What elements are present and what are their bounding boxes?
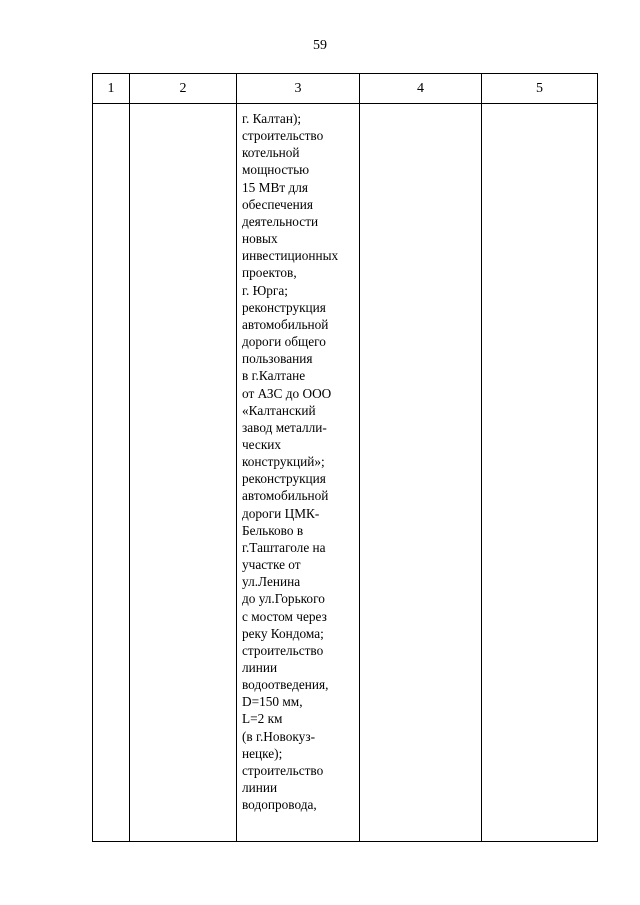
data-table [92,73,598,842]
cell-col5 [482,104,598,842]
table-header-row [93,74,598,104]
page-number: 59 [313,38,327,53]
column-header-2: 2 [130,74,237,104]
cell-col1 [93,104,130,842]
column-header-1: 1 [93,74,130,104]
project-description-text: г. Калтан); строительство котельной мощностью 15 МВт для обеспечения деятельности новых инвестиционных проектов, г. Юрга; реконструкция автомобильной дороги общего пользования в г.Калтане от АЗС до ООО «Калтанский завод металли- ческих конструкций»; реконструкция автомобильной дороги ЦМК- Бельково в г.Таштаголе на участке от ул.Ленина до ул.Горького с мостом через реку Кондома; строительство линии водоотведения, D=150 мм, L=2 км (в г.Новокуз- нецке); строительство линии водопровода, [242,111,339,813]
column-header-3: 3 [237,74,360,104]
table-row [93,104,598,842]
column-header-5: 5 [482,74,598,104]
column-header-4: 4 [360,74,482,104]
cell-col2 [130,104,237,842]
cell-col3 [237,104,360,842]
cell-col4 [360,104,482,842]
